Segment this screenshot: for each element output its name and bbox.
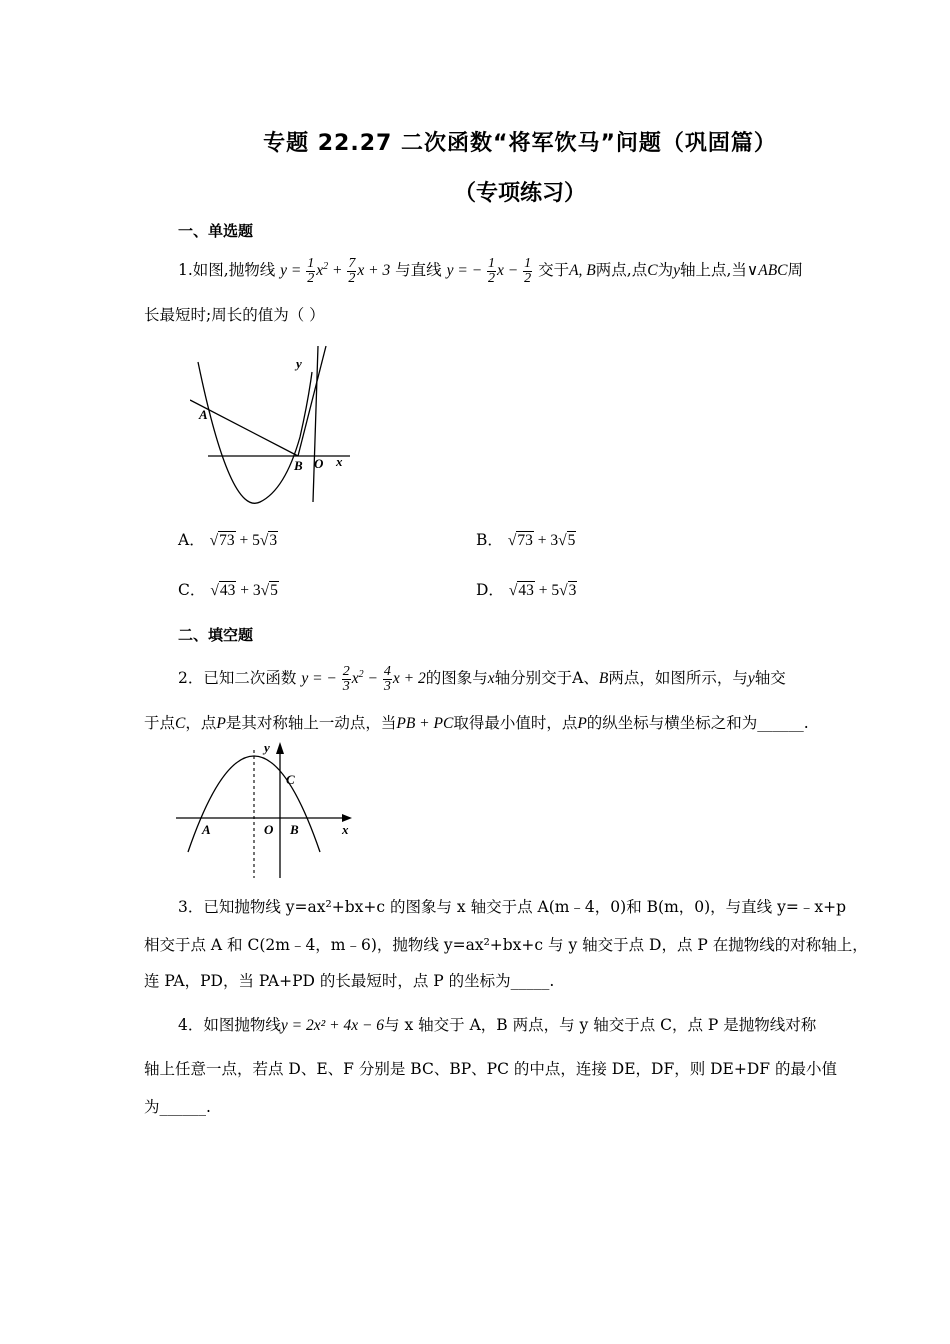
q1-points: A, B xyxy=(569,262,596,280)
q1-option-c[interactable]: C． √43 + 3√5 xyxy=(178,581,278,599)
q2-axis: x xyxy=(487,670,495,688)
q2-point: A xyxy=(572,669,584,688)
q1-line1 xyxy=(178,256,803,286)
q2-text: 是其对称轴上一动点，当 xyxy=(225,714,397,732)
q2-number: 2． xyxy=(178,669,204,688)
option-letter: A． xyxy=(178,531,205,549)
q1-parabola-eq: y = $\frac{1}{2}$ $x^2$ + $\frac{7}{2}$ x + 3 xyxy=(280,256,391,287)
q4-text: 与 x 轴交于 A，B 两点，与 y 轴交于点 C，点 P 是抛物线对称 xyxy=(384,1016,817,1034)
q1-fig-O-label: O xyxy=(314,456,324,471)
q2-line2 xyxy=(144,712,809,735)
option-coef: 3 xyxy=(252,582,261,599)
q2-point: C xyxy=(175,715,186,732)
option-letter: D． xyxy=(476,581,504,599)
q4-line3: 为______. xyxy=(144,1098,211,1116)
q1-option-d[interactable]: D． √43 + 5√3 xyxy=(476,581,577,599)
q1-fig-B-label: B xyxy=(294,458,303,473)
option-radicand: 3 xyxy=(568,582,577,599)
q2-text: 取得最小值时，点 xyxy=(453,714,578,732)
option-coef: 5 xyxy=(551,582,560,599)
option-radicand: 43 xyxy=(219,582,236,599)
q1-axis: y xyxy=(673,262,680,280)
q2-fig-O-label: O xyxy=(264,822,274,837)
q1-fig-y-label: y xyxy=(296,356,302,371)
option-radicand: 73 xyxy=(219,532,235,549)
q2-point: P xyxy=(577,715,587,732)
q1-text: 两点,点 xyxy=(595,261,648,280)
option-coef: 3 xyxy=(550,532,559,549)
q2-point: B xyxy=(598,670,609,688)
option-radicand: 5 xyxy=(270,582,278,599)
q2-line1 xyxy=(178,664,786,694)
q1-text: 周 xyxy=(787,261,804,280)
q1-fig-x-label: x xyxy=(336,454,343,469)
option-radicand: 43 xyxy=(518,582,534,599)
q2-text: 于点 xyxy=(144,714,176,732)
q1-option-b[interactable]: B． √73 + 3√5 xyxy=(476,531,576,549)
q2-blank: 的纵坐标与横坐标之和为______. xyxy=(586,714,809,732)
q1-figure xyxy=(190,342,360,510)
q1-text: 如图,抛物线 xyxy=(192,261,276,280)
page-title: 专题 22.27 二次函数“将军饮马”问题（巩固篇） xyxy=(263,131,777,156)
q1-number: 1. xyxy=(178,261,193,280)
option-coef: 5 xyxy=(252,532,260,549)
q2-fig-C-label: C xyxy=(286,772,295,787)
q2-function-eq: y = − $\frac{2}{3}$ $x^2$ − $\frac{4}{3}$ x + 2 xyxy=(301,664,426,695)
q2-axis: y xyxy=(747,670,755,688)
q1-triangle: ABC xyxy=(758,262,788,280)
q2-figure xyxy=(172,740,362,882)
q1-fig-A-label: A xyxy=(199,407,208,422)
q4-line1 xyxy=(178,1014,816,1037)
q2-fig-y-label: y xyxy=(264,740,270,755)
q2-text: 两点，如图所示，与 xyxy=(608,669,748,688)
q3-line1: 3．已知抛物线 y=ax²+bx+c 的图象与 x 轴交于点 A(m﹣4，0)和 B(m，0)，与直线 y=﹣x+p xyxy=(178,898,847,916)
option-radicand: 73 xyxy=(517,532,533,549)
q1-option-a[interactable]: A． √73 + 5√3 xyxy=(178,531,278,549)
section-fill-blank: 二、填空题 xyxy=(178,626,254,644)
q2-text: 的图象与 xyxy=(425,669,488,688)
option-radicand: 3 xyxy=(269,532,278,549)
q3-line3: 连 PA，PD，当 PA+PD 的长最短时，点 P 的坐标为_____. xyxy=(144,972,555,990)
q2-text: 、 xyxy=(583,669,599,688)
q2-text: 轴分别交于 xyxy=(494,669,573,688)
q4-parabola-eq: y = 2x² + 4x − 6 xyxy=(280,1017,385,1034)
q1-text: 与直线 xyxy=(395,261,442,280)
q2-text: 已知二次函数 xyxy=(203,669,297,688)
section-single-choice: 一、单选题 xyxy=(178,222,254,240)
q1-line2: 长最短时;周长的值为（ ） xyxy=(144,306,325,324)
q2-point: P xyxy=(216,715,226,732)
q1-text: 轴上点,当∨ xyxy=(679,261,759,280)
q1-text: 为 xyxy=(657,261,674,280)
q1-text: 交于 xyxy=(538,261,570,280)
option-letter: C． xyxy=(178,581,206,599)
q4-text: 4．如图抛物线 xyxy=(178,1016,281,1034)
page-subtitle: （专项练习） xyxy=(453,181,586,206)
option-letter: B． xyxy=(476,531,503,549)
q2-text: 轴交 xyxy=(754,669,786,688)
q2-text: ，点 xyxy=(185,714,217,732)
q2-expr: PB + PC xyxy=(396,715,454,732)
q3-line2: 相交于点 A 和 C(2m﹣4，m﹣6)，抛物线 y=ax²+bx+c 与 y 轴交于点 D，点 P 在抛物线的对称轴上， xyxy=(144,936,868,954)
q1-point: C xyxy=(647,262,658,280)
q2-fig-B-label: B xyxy=(290,822,299,837)
q2-fig-x-label: x xyxy=(342,822,349,837)
q4-line2: 轴上任意一点，若点 D、E、F 分别是 BC、BP、PC 的中点，连接 DE，DF，则 DE+DF 的最小值 xyxy=(144,1060,837,1078)
option-radicand: 5 xyxy=(567,532,576,549)
q2-fig-A-label: A xyxy=(202,822,211,837)
q1-line-eq: y = − $\frac{1}{2}$ x − $\frac{1}{2}$ xyxy=(446,256,532,287)
